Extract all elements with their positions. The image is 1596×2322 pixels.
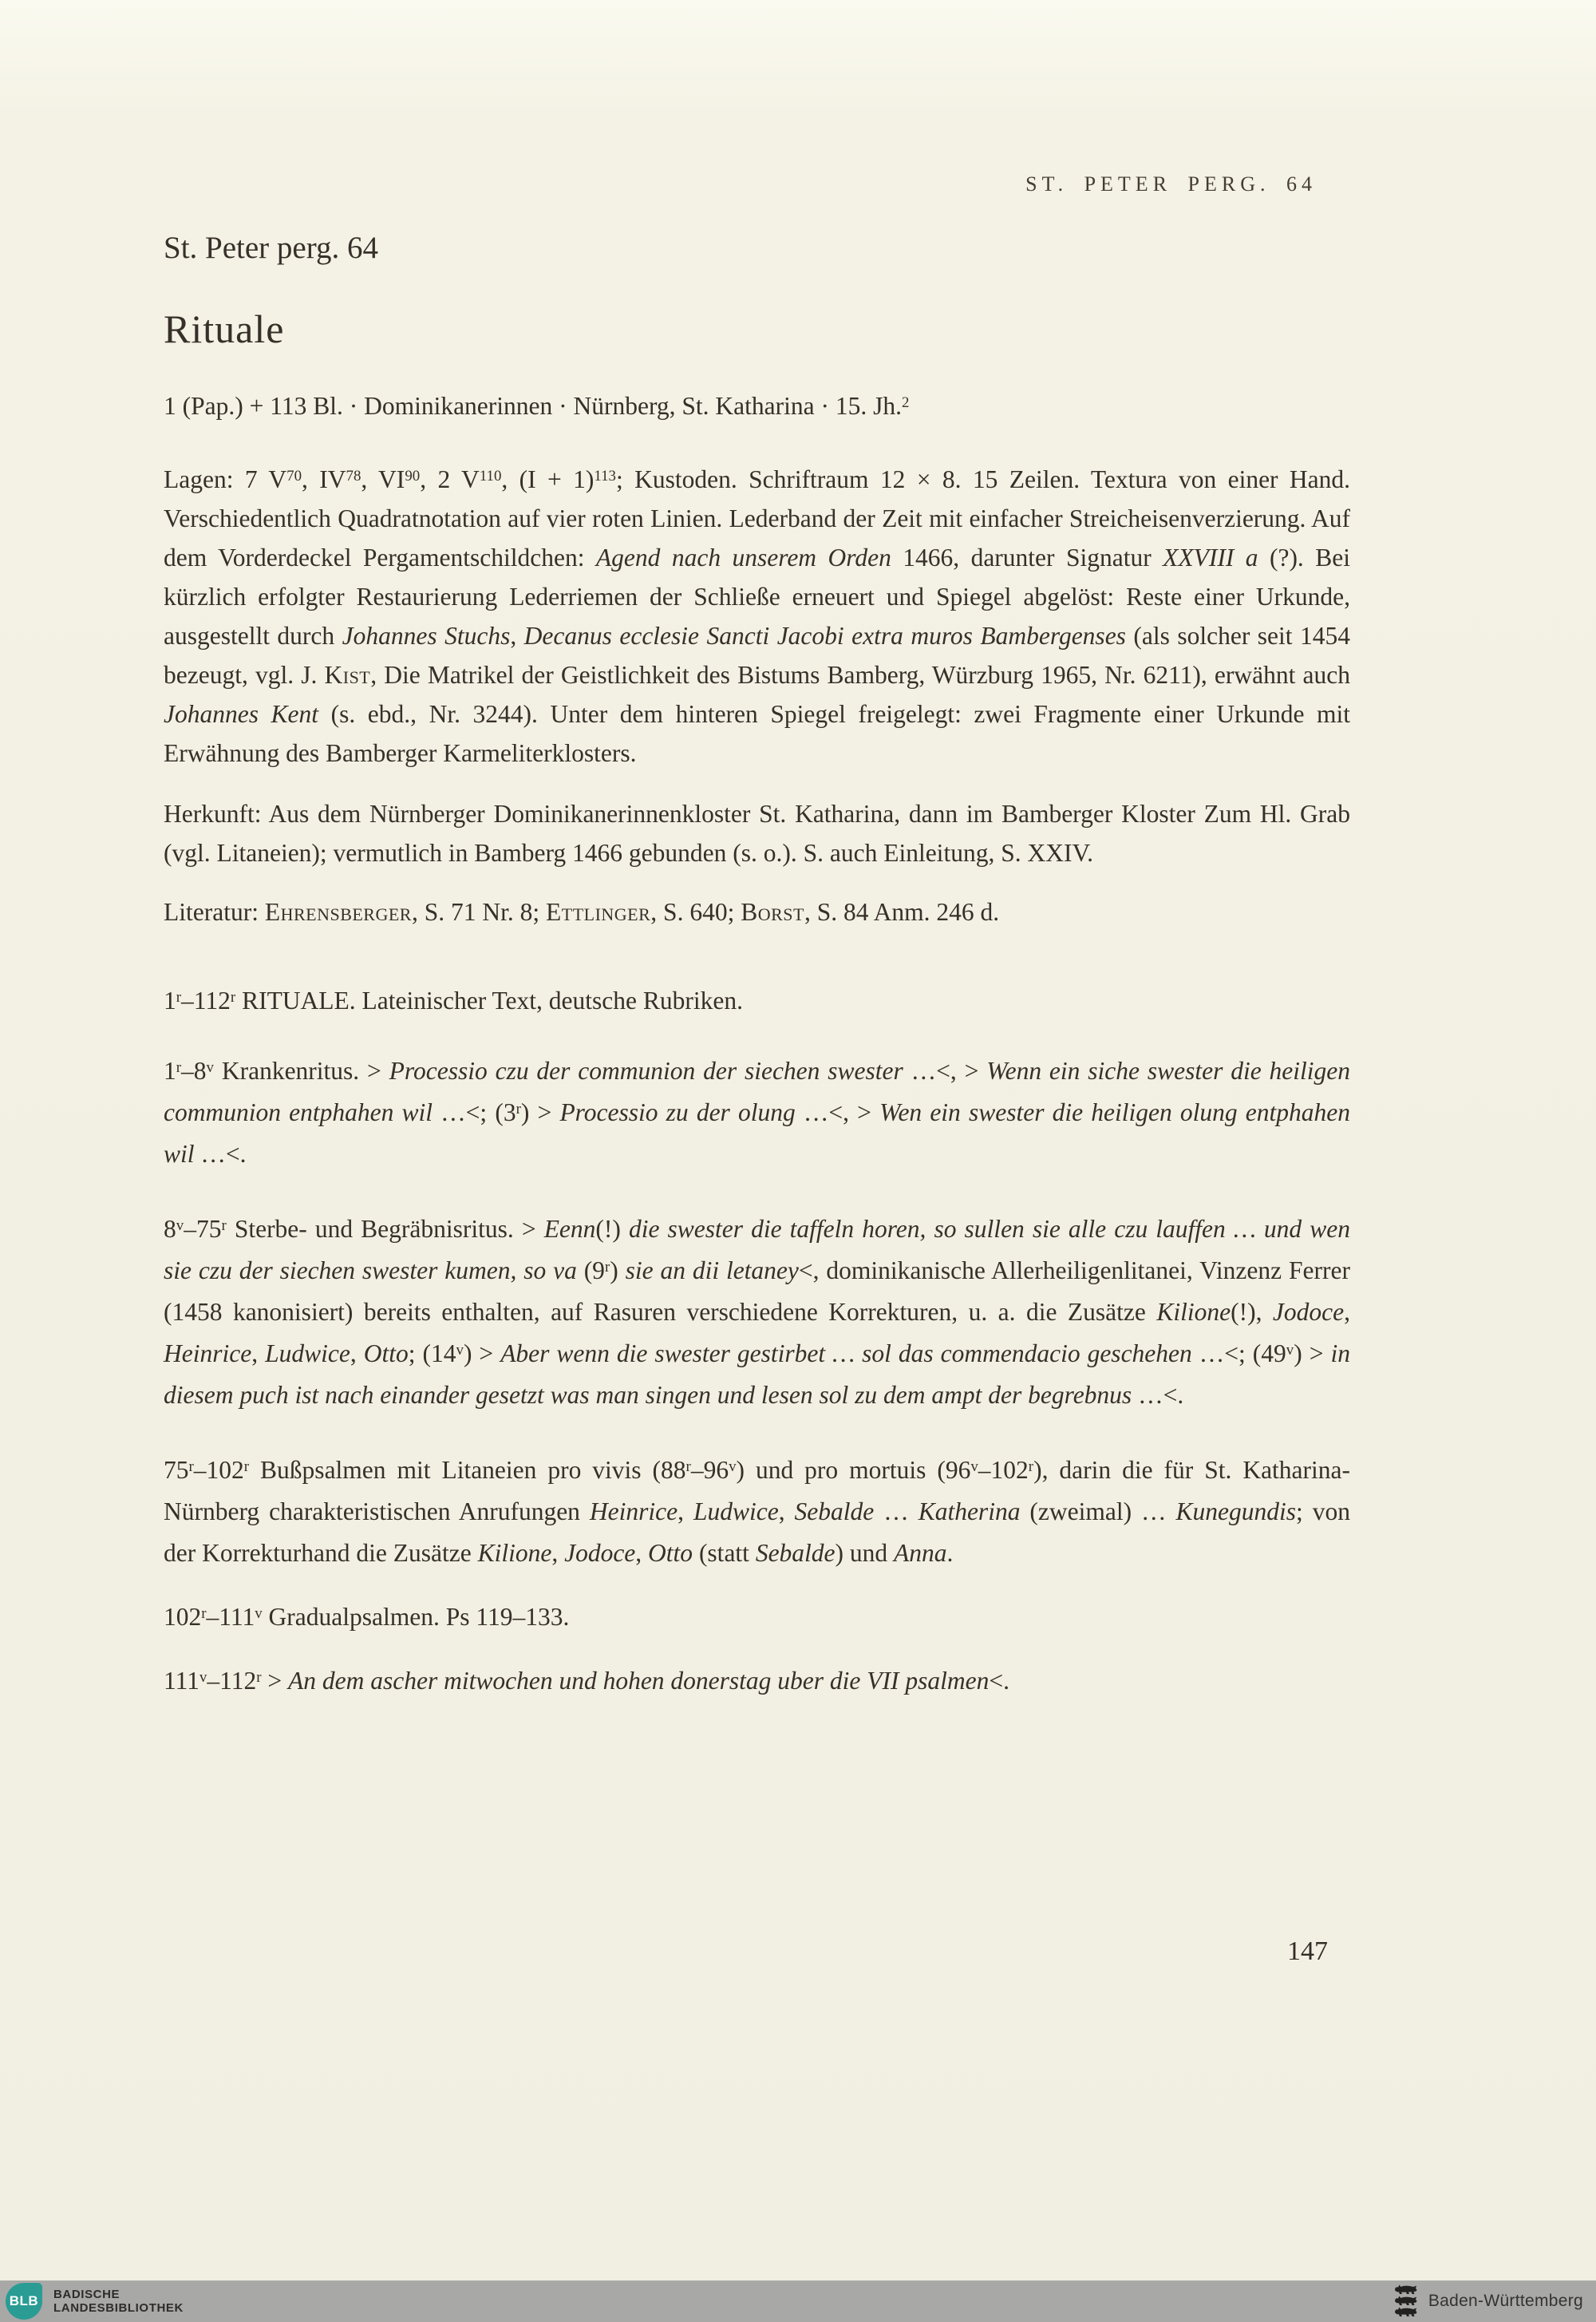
baden-wuerttemberg-coat-of-arms-icon [1394,2284,1418,2318]
library-name [53,2288,184,2315]
material-line: 1 (Pap.) + 113 Bl. · Dominikanerinnen · Nürnberg, St. Katharina · 15. Jh.$^2$ [164,391,910,420]
state-name: Baden-Württemberg [1428,2292,1583,2310]
manuscript-title: Rituale [164,306,285,351]
bw-branding [1394,2284,1583,2318]
section-paragraph-content-overview: 1$^r$–112$^r$ RITUALE. Lateinischer Text, deutsche Rubriken. [164,986,743,1015]
section-paragraph-sterbe-begraebnisritus: 8$^v$–75$^r$ Sterbe- und Begräbnisritus. > Eenn(!) die swester die taffeln horen, so sullen sie alle czu lauffen … und wen sie czu der siechen swester kumen, so va (9$^r$) sie an dii letaney<, dominikanische Allerheiligenlitanei, Vinzenz Ferrer (1458 kanonisiert) bereits enthalten, auf Rasuren verschiedene Korrekturen, u. a. die Zusätze Kilione(!), Jodoce, Heinrice, Ludwice, Otto; $(14^v)$ > Aber wenn die swester gestirbet … sol das commendacio geschehen …<; $(49^v)$ > in diesem puch ist nach einander gesetzt was man singen und lesen sol zu dem ampt der begrebnus …<. [164,1214,1350,1409]
library-name-line2: LANDESBIBLIOTHEK [53,2301,184,2315]
blb-logo-text: BLB [9,2293,39,2308]
page-number: 147 [1287,1936,1328,1966]
running-head: ST. PETER PERG. 64 [1025,172,1317,196]
library-name-line1: BADISCHE [53,2288,120,2301]
footer-bar [0,2280,1596,2322]
section-paragraph-aschermittwoch: $111^v-112^r > An$ dem ascher mitwochen und hohen donerstag uber die VII psalmen<. [164,1666,1010,1695]
section-paragraph-gradualpsalmen: 102$^r$–111$^v$ Gradualpsalmen. Ps 119–133. [164,1602,570,1631]
section-paragraph-krankenritus: 1$^r$–8$^v$ Krankenritus. > Processio czu der communion der siechen swester …<, > Wenn ein siche swester die heiligen communion entphahen wil …<; $(3^r)$ > Processio zu der olung …<, > Wen ein swester die heiligen olung entphahen wil …<. [164,1056,1351,1168]
shelfmark-heading: St. Peter perg. 64 [164,231,379,265]
provenance-paragraph: Herkunft: Aus dem Nürnberger Dominikanerinnenkloster St. Katharina, dann im Bamberger Kloster Zum Hl. Grab (vgl. Litaneien); vermutlich in Bamberg 1466 gebunden (s. o.). S. auch Einleitung, S. XXIV. [164,799,1350,867]
text-column [164,0,1350,1700]
section-paragraph-busspsalmen: 75$^r$–102$^r$ Bußpsalmen mit Litaneien pro vivis (88$^r$–96$^v$) und pro mortuis (96$^v$–102$^r$), darin die für St. Katharina-Nürnberg charakteristischen Anrufungen Heinrice, Ludwice, Sebalde … Katherina (zweimal) … Kunegundis; von der Korrekturhand die Zusätze Kilione, Jodoce, Otto (statt Sebalde) und Anna. [164,1455,1350,1567]
collation-paragraph: Lagen: 7 $V^{70}$, IV$^{78}$, VI$^{90}$, 2 $V^{110}$, $(I + 1)^{113}$; Kustoden. Schriftraum 12 × 8. 15 Zeilen. Textura von einer Hand. Verschiedentlich Quadratnotation auf vier roten Linien. Lederband der Zeit mit einfacher Streicheisenverzierung. Auf dem Vorderdeckel Pergamentschildchen: Agend nach unserem Orden 1466, darunter Signatur XXVIII a (?). Bei kürzlich erfolgter Restaurierung Lederriemen der Schließe erneuert und Spiegel abgelöst: Reste einer Urkunde, ausgestellt durch Johannes Stuchs, Decanus ecclesie Sancti Jacobi extra muros Bambergenses (als solcher seit 1454 bezeugt, vgl. J. Kist, Die Matrikel der Geistlichkeit des Bistums Bamberg, Würzburg 1965, Nr. 6211), erwähnt auch Johannes Kent (s. ebd., Nr. 3244). Unter dem hinteren Spiegel freigelegt: zwei Fragmente einer Urkunde mit Erwähnung des Bamberger Karmeliterklosters. [164,465,1351,767]
literature-paragraph: Literatur: Ehrensberger, S. 71 Nr. 8; Ettlinger, S. 640; Borst, S. 84 Anm. 246 d. [164,897,1000,926]
blb-logo-icon [6,2283,42,2320]
blb-branding [0,2280,184,2322]
